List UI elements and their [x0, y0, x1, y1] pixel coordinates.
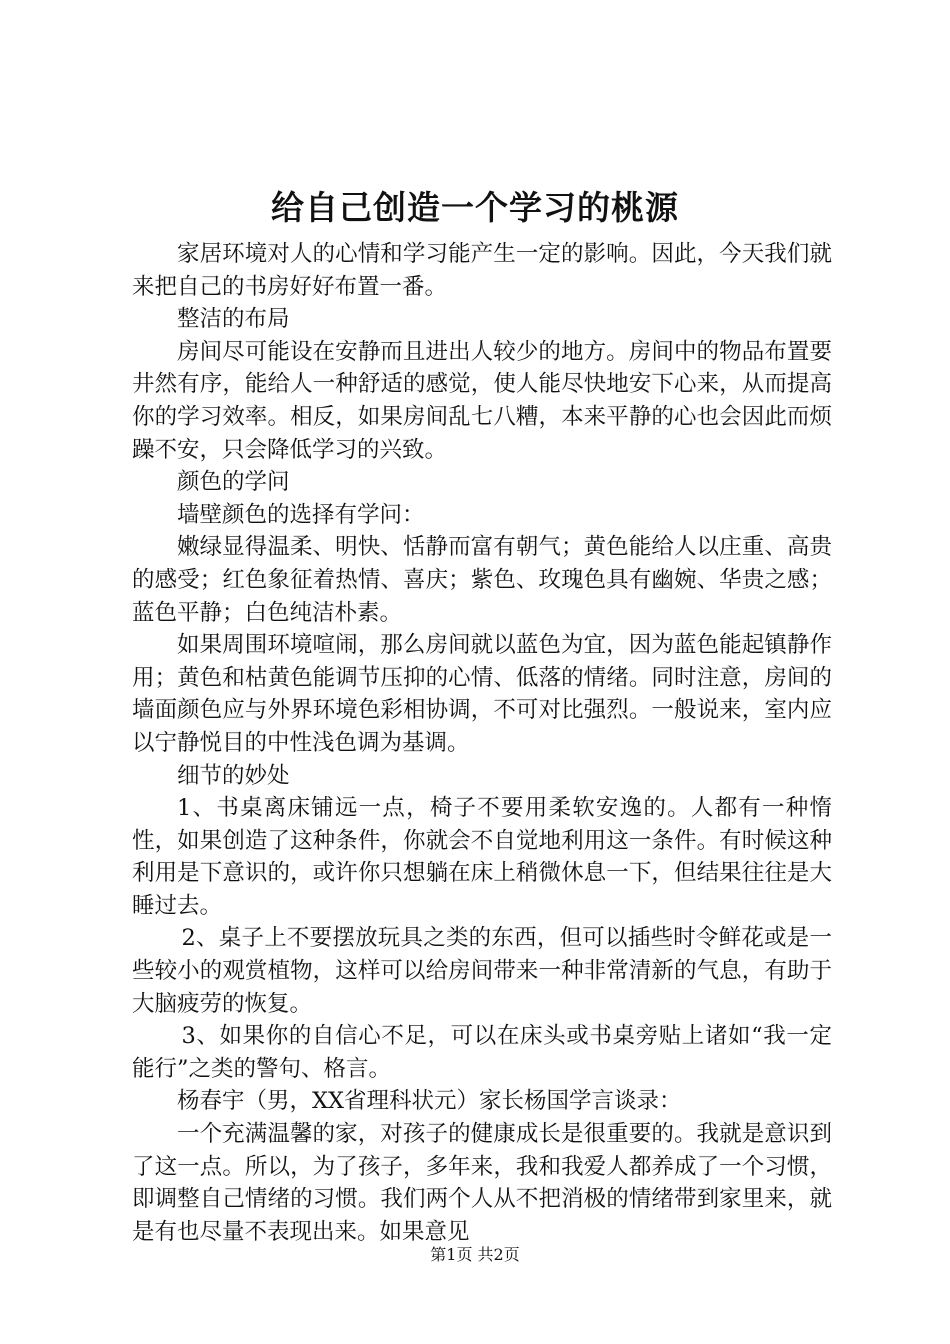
paragraph-detail-3: 3、如果你的自信心不足，可以在床头或书桌旁贴上诸如“我一定能行”之类的警句、格言。 — [132, 1023, 832, 1082]
section-heading-layout: 整洁的布局 — [177, 306, 290, 333]
section-heading-color: 颜色的学问 — [177, 469, 290, 496]
section-heading-details: 细节的妙处 — [177, 762, 290, 789]
paragraph-color-meanings: 嫩绿显得温柔、明快、恬静而富有朝气；黄色能给人以庄重、高贵的感受；红色象征着热情、喜庆；紫色、玫瑰色具有幽婉、华贵之感；蓝色平静；白色纯洁朴素。 — [132, 534, 832, 626]
paragraph-color-advice: 如果周围环境喧闹，那么房间就以蓝色为宜，因为蓝色能起镇静作用；黄色和枯黄色能调节压抑的心情、低落的情绪。同时注意，房间的墙面颜色应与外界环境色彩相协调，不可对比强烈。一般说来，室内应以宁静悦目的中性浅色调为基调。 — [132, 632, 832, 756]
document-body — [132, 238, 832, 1248]
paragraph-wall-color-intro: 墙壁颜色的选择有学问： — [177, 501, 425, 528]
document-title: 给自己创造一个学习的桃源 — [271, 188, 679, 227]
paragraph-parent-talk: 一个充满温馨的家，对孩子的健康成长是很重要的。我就是意识到了这一点。所以，为了孩子，多年来，我和我爱人都养成了一个习惯，即调整自己情绪的习惯。我们两个人从不把消极的情绪带到家里来，就是有也尽量不表现出来。如果意见 — [132, 1121, 832, 1245]
paragraph-layout: 房间尽可能设在安静而且进出人较少的地方。房间中的物品布置要井然有序，能给人一种舒适的感觉，使人能尽快地安下心来，从而提高你的学习效率。相反，如果房间乱七八糟，本来平静的心也会因此而烦躁不安，只会降低学习的兴致。 — [132, 338, 832, 463]
page-footer: 第1页 共2页 — [430, 1245, 520, 1264]
paragraph-parent-heading: 杨春宇（男，XX省理科状元）家长杨国学言谈录： — [177, 1088, 682, 1115]
paragraph-intro: 家居环境对人的心情和学习能产生一定的影响。因此，今天我们就来把自己的书房好好布置一番。 — [132, 241, 832, 300]
paragraph-detail-2: 2、桌子上不要摆放玩具之类的东西，但可以插些时令鲜花或是一些较小的观赏植物，这样可以给房间带来一种非常清新的气息，有助于大脑疲劳的恢复。 — [132, 925, 832, 1017]
paragraph-detail-1: 1、书桌离床铺远一点，椅子不要用柔软安逸的。人都有一种惰性，如果创造了这种条件，你就会不自觉地利用这一条件。有时候这种利用是下意识的，或许你只想躺在床上稍微休息一下，但结果往往是大睡过去。 — [132, 795, 832, 919]
